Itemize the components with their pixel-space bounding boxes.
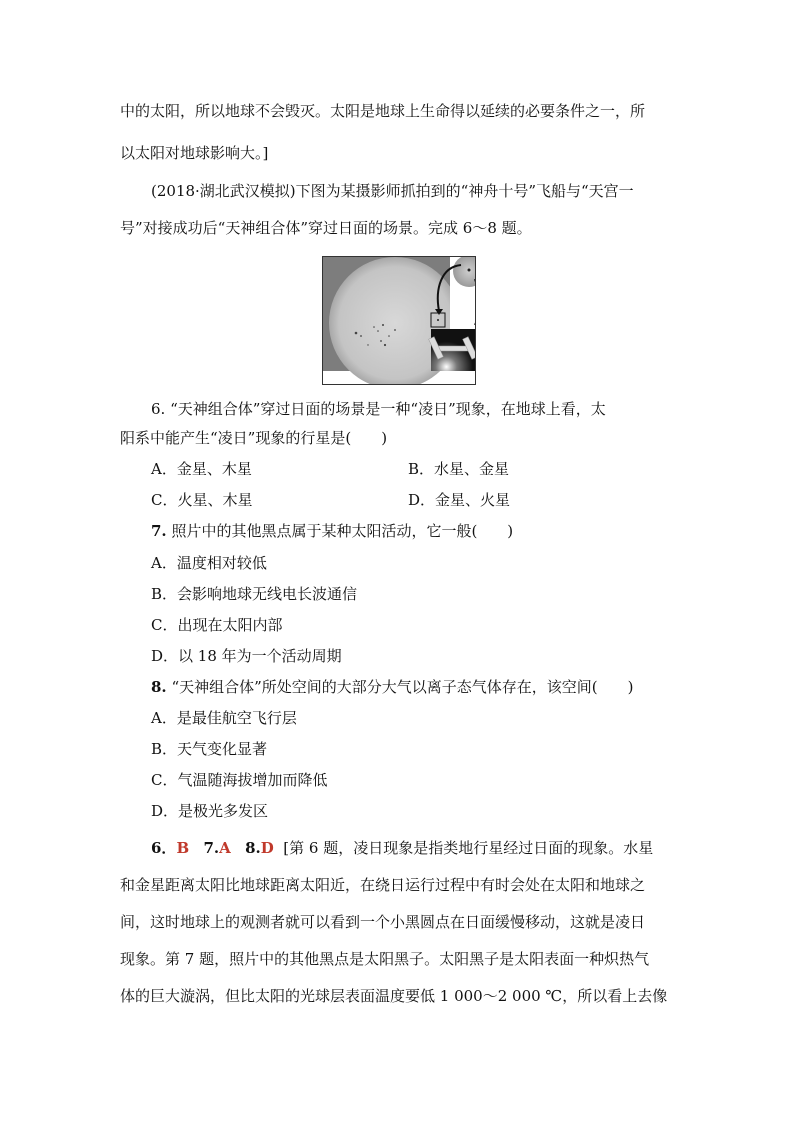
q6-option-d: D．金星、火星	[408, 491, 511, 509]
answer-8: D	[260, 839, 274, 857]
q7-option-b: B．会影响地球无线电长波通信	[151, 585, 358, 603]
answer-6: B	[176, 839, 190, 857]
q8-stem: “天神组合体”所处空间的大部分大气以离子态气体存在，该空间( )	[171, 678, 634, 696]
answer-line-2: 和金星距离太阳比地球距离太阳近，在绕日运行过程中有时会处在太阳和地球之	[120, 876, 646, 894]
answer-7: A	[219, 839, 231, 857]
answer-line-1	[151, 838, 653, 858]
stem-line-1	[151, 181, 634, 201]
intro-line-2: 以太阳对地球影响大。]	[120, 144, 269, 162]
q7-option-d: D．以 18 年为一个活动周期	[151, 647, 342, 665]
q6-line-1	[151, 399, 606, 419]
stem-source: (2018·湖北武汉模拟)	[151, 182, 296, 200]
q8-option-b: B．天气变化显著	[151, 740, 268, 758]
q6-option-c: C．火星、木星	[151, 491, 253, 509]
q8-option-d: D．是极光多发区	[151, 802, 269, 820]
answer-8-number: 8.	[245, 839, 261, 857]
q6-option-a: A．金星、木星	[151, 460, 252, 478]
q7-option-a: A．温度相对较低	[151, 554, 267, 572]
q8-option-c: C．气温随海拔增加而降低	[151, 771, 328, 789]
q6-line-2: 阳系中能产生“凌日”现象的行星是( )	[120, 429, 388, 447]
transit-photo	[322, 256, 476, 385]
answer-line-3: 间，这时地球上的观测者就可以看到一个小黑圆点在日面缓慢移动，这就是凌日	[120, 913, 646, 931]
q8-line	[151, 677, 634, 697]
q8-number: 8.	[151, 678, 167, 696]
transit-photo-graphic	[323, 257, 475, 384]
q6-option-b: B．水星、金星	[408, 460, 510, 478]
intro-line-1: 中的太阳，所以地球不会毁灭。太阳是地球上生命得以延续的必要条件之一，所	[120, 102, 646, 120]
q7-number: 7.	[151, 522, 167, 540]
q6-stem: “天神组合体”穿过日面的场景是一种“凌日”现象，在地球上看，太	[170, 400, 606, 418]
stem-line-2: 号”对接成功后“天神组合体”穿过日面的场景。完成 6～8 题。	[120, 219, 532, 237]
q7-line	[151, 521, 513, 541]
answer-line-4: 现象。第 7 题，照片中的其他黑点是太阳黑子。太阳黑子是太阳表面一种炽热气	[120, 950, 650, 968]
q7-stem: 照片中的其他黑点属于某种太阳活动，它一般( )	[171, 522, 514, 540]
answer-explanation-start: [第 6 题，凌日现象是指类地行星经过日面的现象。水星	[283, 839, 654, 857]
answer-6-number: 6．	[151, 839, 177, 857]
q7-option-c: C．出现在太阳内部	[151, 616, 283, 634]
answer-line-5: 体的巨大漩涡，但比太阳的光球层表面温度要低 1 000～2 000 ℃，所以看上去像	[120, 987, 668, 1005]
stem-text: 下图为某摄影师抓拍到的“神舟十号”飞船与“天宫一	[295, 182, 634, 200]
answer-7-number: 7.	[203, 839, 220, 857]
q6-number: 6.	[151, 400, 166, 418]
q8-option-a: A．是最佳航空飞行层	[151, 709, 297, 727]
